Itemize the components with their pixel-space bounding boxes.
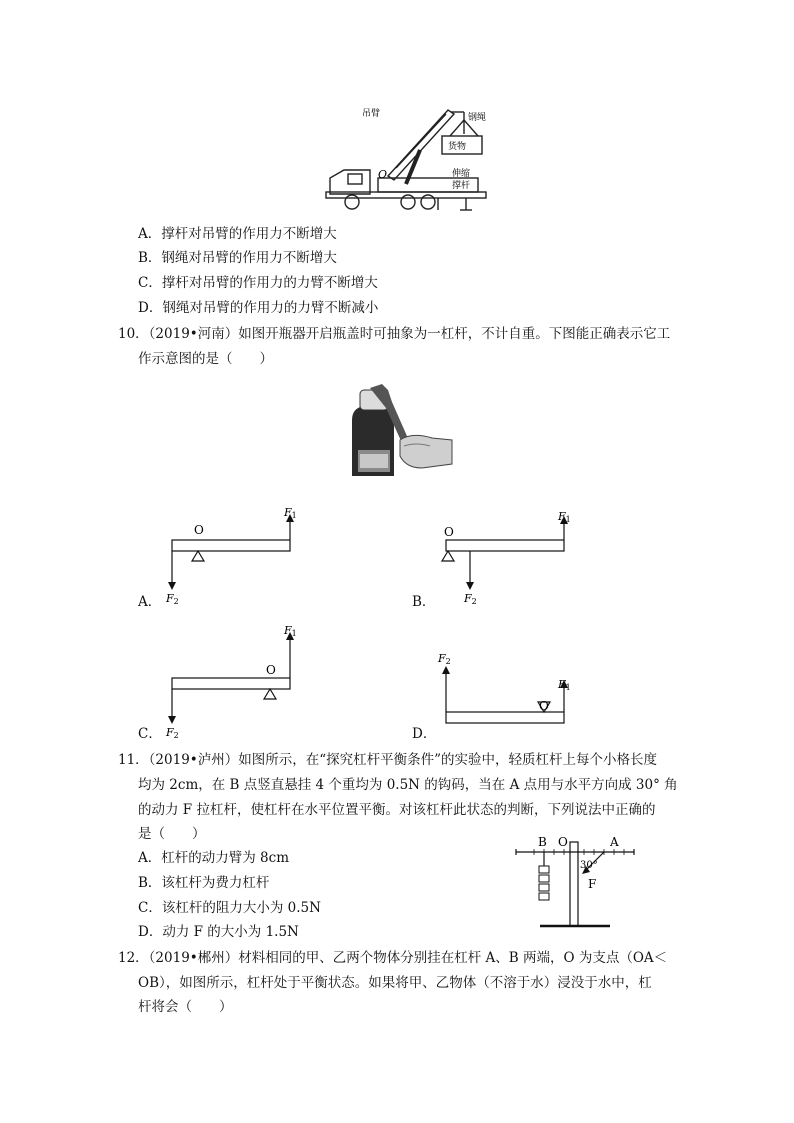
q11-lever-figure [510,832,640,932]
q10-d-f2: F2 [438,652,451,666]
q10-option-a-diagram [160,504,310,604]
q11-option-d[interactable]: D．动力 F 的大小为 1.5N [138,924,299,940]
q9-option-c[interactable]: C．撑杆对吊臂的作用力的力臂不断增大 [138,275,378,291]
q12-stem-line-2: OB），如图所示，杠杆处于平衡状态。如果将甲、乙物体（不溶于水）浸没于水中，杠 [138,975,652,991]
q11-option-c[interactable]: C．该杠杆的阻力大小为 0.5N [138,900,321,916]
q11-stem-line-1: 11．（2019•泸州）如图所示，在“探究杠杆平衡条件”的实验中，轻质杠杆上每个小格长度 [118,752,658,768]
q10-b-f2: F2 [464,592,477,606]
q11-label-o: O [558,835,568,849]
q11-stem-line-3: 的动力 F 拉杠杆，使杠杆在水平位置平衡。对该杠杆此状态的判断，下列说法中正确的 [138,802,656,818]
crane-figure [318,98,498,216]
q10-a-pivot: O [194,523,204,537]
q10-a-f1: F1 [284,506,297,520]
q12-stem-line-1: 12．（2019•郴州）材料相同的甲、乙两个物体分别挂在杠杆 A、B 两端，O 为支点（OA＜ [118,950,668,966]
q10-option-c-diagram [160,622,310,740]
crane-label-cargo: 货物 [448,142,467,152]
q10-b-f1: F1 [558,510,571,524]
q10-option-a-label[interactable]: A． [138,594,162,610]
q10-option-b-label[interactable]: B． [412,594,436,610]
q9-option-d[interactable]: D．钢绳对吊臂的作用力的力臂不断减小 [138,300,379,316]
bottle-opener-photo [342,380,462,480]
q11-option-a[interactable]: A．杠杆的动力臂为 8cm [138,850,289,866]
q10-c-f2: F2 [166,726,179,740]
q10-option-b-diagram [434,508,584,608]
crane-label-rod-1: 伸缩 [452,169,471,179]
q11-stem-line-2: 均为 2cm，在 B 点竖直悬挂 4 个重均为 0.5N 的钩码，当在 A 点用与水平方向成 30° 角 [138,777,678,793]
q9-option-a[interactable]: A．撑杆对吊臂的作用力不断增大 [138,226,337,242]
crane-label-rope: 钢绳 [468,113,487,123]
q10-option-d-diagram [434,650,584,740]
q11-label-angle: 30° [580,860,598,871]
q10-d-f1: F1 [558,678,571,692]
q10-option-d-label[interactable]: D． [412,726,437,742]
q10-option-c-label[interactable]: C． [138,726,162,742]
q10-c-f1: F1 [284,624,297,638]
q10-stem-line-1: 10．（2019•河南）如图开瓶器开启瓶盖时可抽象为一杠杆，不计自重。下图能正确表示它工 [118,326,671,342]
q11-label-force: F [588,877,597,891]
q11-label-a: A [610,835,619,849]
crane-label-pivot: O [378,168,388,181]
q12-stem-line-3: 杆将会（ ） [138,999,233,1015]
q10-b-pivot: O [444,525,454,539]
q11-option-b[interactable]: B．该杠杆为费力杠杆 [138,875,270,891]
q10-d-pivot: O [539,699,549,713]
crane-label-rod-2: 撑杆 [452,181,471,191]
q10-a-f2: F2 [166,592,179,604]
q10-stem-line-2: 作示意图的是（ ） [138,351,273,367]
q11-stem-line-4: 是（ ） [138,826,206,842]
q10-c-pivot: O [266,663,276,677]
crane-label-arm: 吊臂 [362,109,381,119]
q9-option-b[interactable]: B．钢绳对吊臂的作用力不断增大 [138,250,337,266]
q11-label-b: B [538,835,547,849]
